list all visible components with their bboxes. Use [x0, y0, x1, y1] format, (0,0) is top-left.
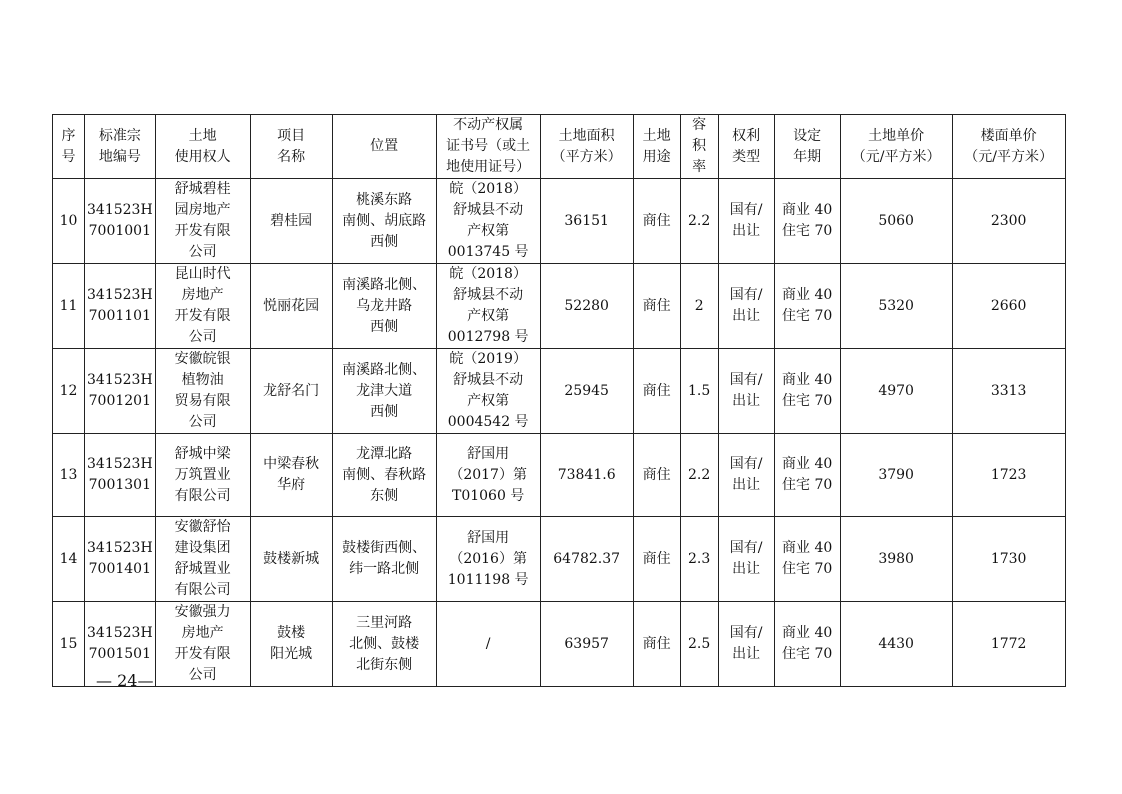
cell-land-unit-price: 3790: [840, 434, 952, 517]
cell-right-type: 国有/ 出让: [718, 264, 774, 349]
table-body: [53, 179, 1066, 687]
column-header-location: 位置: [332, 115, 436, 179]
cell-right-type: 国有/ 出让: [718, 179, 774, 264]
table-row: [53, 349, 1066, 434]
cell-project-name: 鼓楼 阳光城: [250, 602, 332, 687]
cell-land-use: 商住: [633, 179, 680, 264]
column-header-land-owner: 土地 使用权人: [155, 115, 250, 179]
cell-term-years: 商业 40 住宅 70: [774, 434, 840, 517]
cell-land-use: 商住: [633, 602, 680, 687]
cell-land-code: 341523H 7001301: [85, 434, 156, 517]
column-header-right-type: 权利 类型: [718, 115, 774, 179]
table-row: [53, 602, 1066, 687]
cell-project-name: 鼓楼新城: [250, 517, 332, 602]
cell-term-years: 商业 40 住宅 70: [774, 179, 840, 264]
cell-certificate-no: 舒国用 （2016）第 1011198 号: [436, 517, 540, 602]
table-row: [53, 434, 1066, 517]
land-table: [52, 114, 1066, 687]
cell-seq-no: 14: [53, 517, 85, 602]
cell-land-use: 商住: [633, 517, 680, 602]
column-header-land-code: 标准宗 地编号: [85, 115, 156, 179]
cell-term-years: 商业 40 住宅 70: [774, 349, 840, 434]
cell-seq-no: 11: [53, 264, 85, 349]
cell-term-years: 商业 40 住宅 70: [774, 517, 840, 602]
cell-right-type: 国有/ 出让: [718, 434, 774, 517]
cell-term-years: 商业 40 住宅 70: [774, 602, 840, 687]
column-header-certificate-no: 不动产权属 证书号（或土 地使用证号）: [436, 115, 540, 179]
cell-floor-unit-price: 1730: [952, 517, 1065, 602]
cell-plot-ratio: 2: [680, 264, 718, 349]
cell-floor-unit-price: 1772: [952, 602, 1065, 687]
column-header-floor-unit-price: 楼面单价 （元/平方米）: [952, 115, 1065, 179]
cell-right-type: 国有/ 出让: [718, 517, 774, 602]
cell-land-unit-price: 3980: [840, 517, 952, 602]
cell-land-area: 52280: [540, 264, 633, 349]
cell-plot-ratio: 1.5: [680, 349, 718, 434]
cell-project-name: 中梁春秋 华府: [250, 434, 332, 517]
cell-certificate-no: 皖（2018） 舒城县不动 产权第 0012798 号: [436, 264, 540, 349]
cell-land-use: 商住: [633, 264, 680, 349]
cell-certificate-no: 皖（2019） 舒城县不动 产权第 0004542 号: [436, 349, 540, 434]
cell-land-owner: 舒城碧桂 园房地产 开发有限 公司: [155, 179, 250, 264]
cell-land-unit-price: 5060: [840, 179, 952, 264]
cell-plot-ratio: 2.3: [680, 517, 718, 602]
column-header-term-years: 设定 年期: [774, 115, 840, 179]
cell-land-code: 341523H 7001001: [85, 179, 156, 264]
cell-term-years: 商业 40 住宅 70: [774, 264, 840, 349]
cell-certificate-no: 舒国用 （2017）第 T01060 号: [436, 434, 540, 517]
cell-plot-ratio: 2.2: [680, 434, 718, 517]
cell-land-use: 商住: [633, 349, 680, 434]
cell-location: 鼓楼街西侧、 纬一路北侧: [332, 517, 436, 602]
cell-land-area: 73841.6: [540, 434, 633, 517]
cell-land-owner: 安徽舒怡 建设集团 舒城置业 有限公司: [155, 517, 250, 602]
cell-plot-ratio: 2.2: [680, 179, 718, 264]
cell-land-unit-price: 5320: [840, 264, 952, 349]
column-header-land-unit-price: 土地单价 （元/平方米）: [840, 115, 952, 179]
cell-seq-no: 12: [53, 349, 85, 434]
cell-land-unit-price: 4430: [840, 602, 952, 687]
cell-floor-unit-price: 3313: [952, 349, 1065, 434]
cell-floor-unit-price: 2300: [952, 179, 1065, 264]
cell-land-use: 商住: [633, 434, 680, 517]
column-header-seq-no: 序 号: [53, 115, 85, 179]
cell-land-owner: 安徽强力 房地产 开发有限 公司: [155, 602, 250, 687]
cell-land-owner: 舒城中梁 万筑置业 有限公司: [155, 434, 250, 517]
page-number: — 24—: [96, 671, 154, 690]
table-row: [53, 517, 1066, 602]
column-header-land-area: 土地面积 （平方米）: [540, 115, 633, 179]
cell-land-owner: 安徽皖银 植物油 贸易有限 公司: [155, 349, 250, 434]
cell-land-code: 341523H 7001501: [85, 602, 156, 687]
column-header-project-name: 项目 名称: [250, 115, 332, 179]
cell-right-type: 国有/ 出让: [718, 602, 774, 687]
cell-location: 南溪路北侧、 乌龙井路 西侧: [332, 264, 436, 349]
table-header: [53, 115, 1066, 179]
cell-location: 南溪路北侧、 龙津大道 西侧: [332, 349, 436, 434]
cell-project-name: 龙舒名门: [250, 349, 332, 434]
cell-land-area: 25945: [540, 349, 633, 434]
cell-land-unit-price: 4970: [840, 349, 952, 434]
cell-land-area: 36151: [540, 179, 633, 264]
cell-right-type: 国有/ 出让: [718, 349, 774, 434]
table-row: [53, 264, 1066, 349]
cell-plot-ratio: 2.5: [680, 602, 718, 687]
cell-floor-unit-price: 2660: [952, 264, 1065, 349]
cell-land-code: 341523H 7001101: [85, 264, 156, 349]
cell-land-code: 341523H 7001401: [85, 517, 156, 602]
cell-land-area: 64782.37: [540, 517, 633, 602]
cell-seq-no: 15: [53, 602, 85, 687]
column-header-land-use: 土地 用途: [633, 115, 680, 179]
table-row: [53, 179, 1066, 264]
cell-land-owner: 昆山时代 房地产 开发有限 公司: [155, 264, 250, 349]
header-row: [53, 115, 1066, 179]
cell-seq-no: 10: [53, 179, 85, 264]
cell-location: 三里河路 北侧、鼓楼 北街东侧: [332, 602, 436, 687]
cell-project-name: 悦丽花园: [250, 264, 332, 349]
cell-location: 桃溪东路 南侧、胡底路 西侧: [332, 179, 436, 264]
cell-project-name: 碧桂园: [250, 179, 332, 264]
cell-land-code: 341523H 7001201: [85, 349, 156, 434]
cell-land-area: 63957: [540, 602, 633, 687]
column-header-plot-ratio: 容 积 率: [680, 115, 718, 179]
cell-certificate-no: 皖（2018） 舒城县不动 产权第 0013745 号: [436, 179, 540, 264]
cell-location: 龙潭北路 南侧、春秋路 东侧: [332, 434, 436, 517]
cell-floor-unit-price: 1723: [952, 434, 1065, 517]
cell-seq-no: 13: [53, 434, 85, 517]
cell-certificate-no: /: [436, 602, 540, 687]
